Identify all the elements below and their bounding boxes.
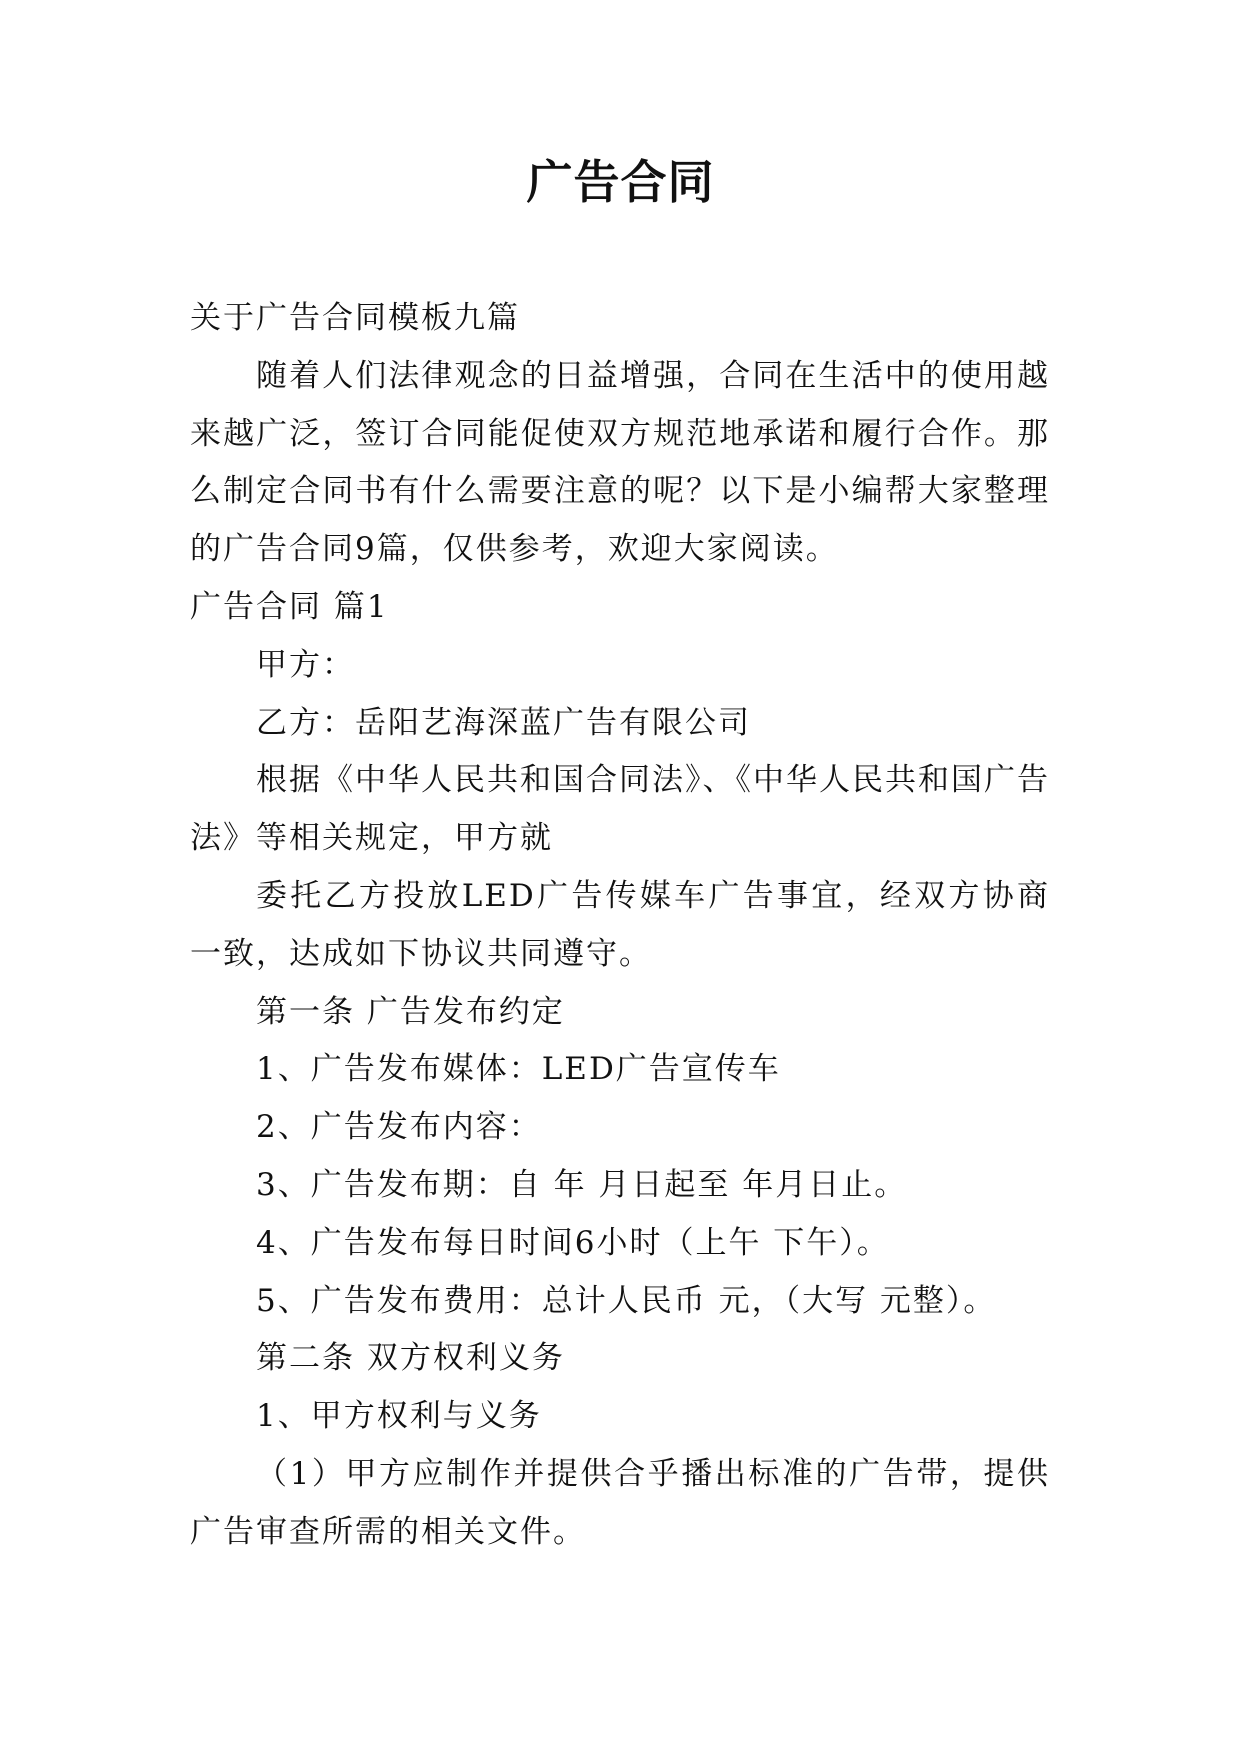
article-2-heading: 第二条 双方权利义务 (256, 1340, 565, 1377)
intro-heading: 关于广告合同模板九篇 (190, 300, 520, 336)
article-2-subheading-1: 1、甲方权利与义务 (256, 1398, 542, 1435)
agreement-paragraph: 委托乙方投放LED广告传媒车广告事宜，经双方协商一致，达成如下协议共同遵守。 (190, 877, 1050, 972)
article-2-clause-1: （1）甲方应制作并提供合乎播出标准的广告带，提供广告审查所需的相关文件。 (190, 1455, 1050, 1550)
article-1-item-3: 3、广告发布期：自 年 月日起至 年月日止。 (256, 1166, 908, 1203)
intro-paragraph: 随着人们法律观念的日益增强，合同在生活中的使用越来越广泛，签订合同能促使双方规范地承诺和履行合作。那么制定合同书有什么需要注意的呢？以下是小编帮大家整理的广告合同9篇，仅供参考，欢迎大家阅读。 (190, 357, 1050, 568)
document-title: 广告合同 (526, 155, 715, 209)
article-1-heading: 第一条 广告发布约定 (256, 993, 565, 1030)
legal-basis-paragraph: 根据《中华人民共和国合同法》、《中华人民共和国广告法》等相关规定，甲方就 (190, 762, 1050, 857)
section-heading-contract-1: 广告合同 篇1 (190, 588, 389, 625)
article-1-item-4: 4、广告发布每日时间6小时（上午 下午）。 (256, 1224, 890, 1261)
article-1-item-1: 1、广告发布媒体：LED广告宣传车 (256, 1051, 781, 1088)
party-b-line: 乙方：岳阳艺海深蓝广告有限公司 (256, 704, 751, 741)
article-1-item-2: 2、广告发布内容： (256, 1109, 542, 1146)
party-a-line: 甲方： (256, 646, 355, 683)
article-1-item-5: 5、广告发布费用：总计人民币 元，（大写 元整）。 (256, 1282, 997, 1319)
document-body (190, 290, 1050, 1562)
